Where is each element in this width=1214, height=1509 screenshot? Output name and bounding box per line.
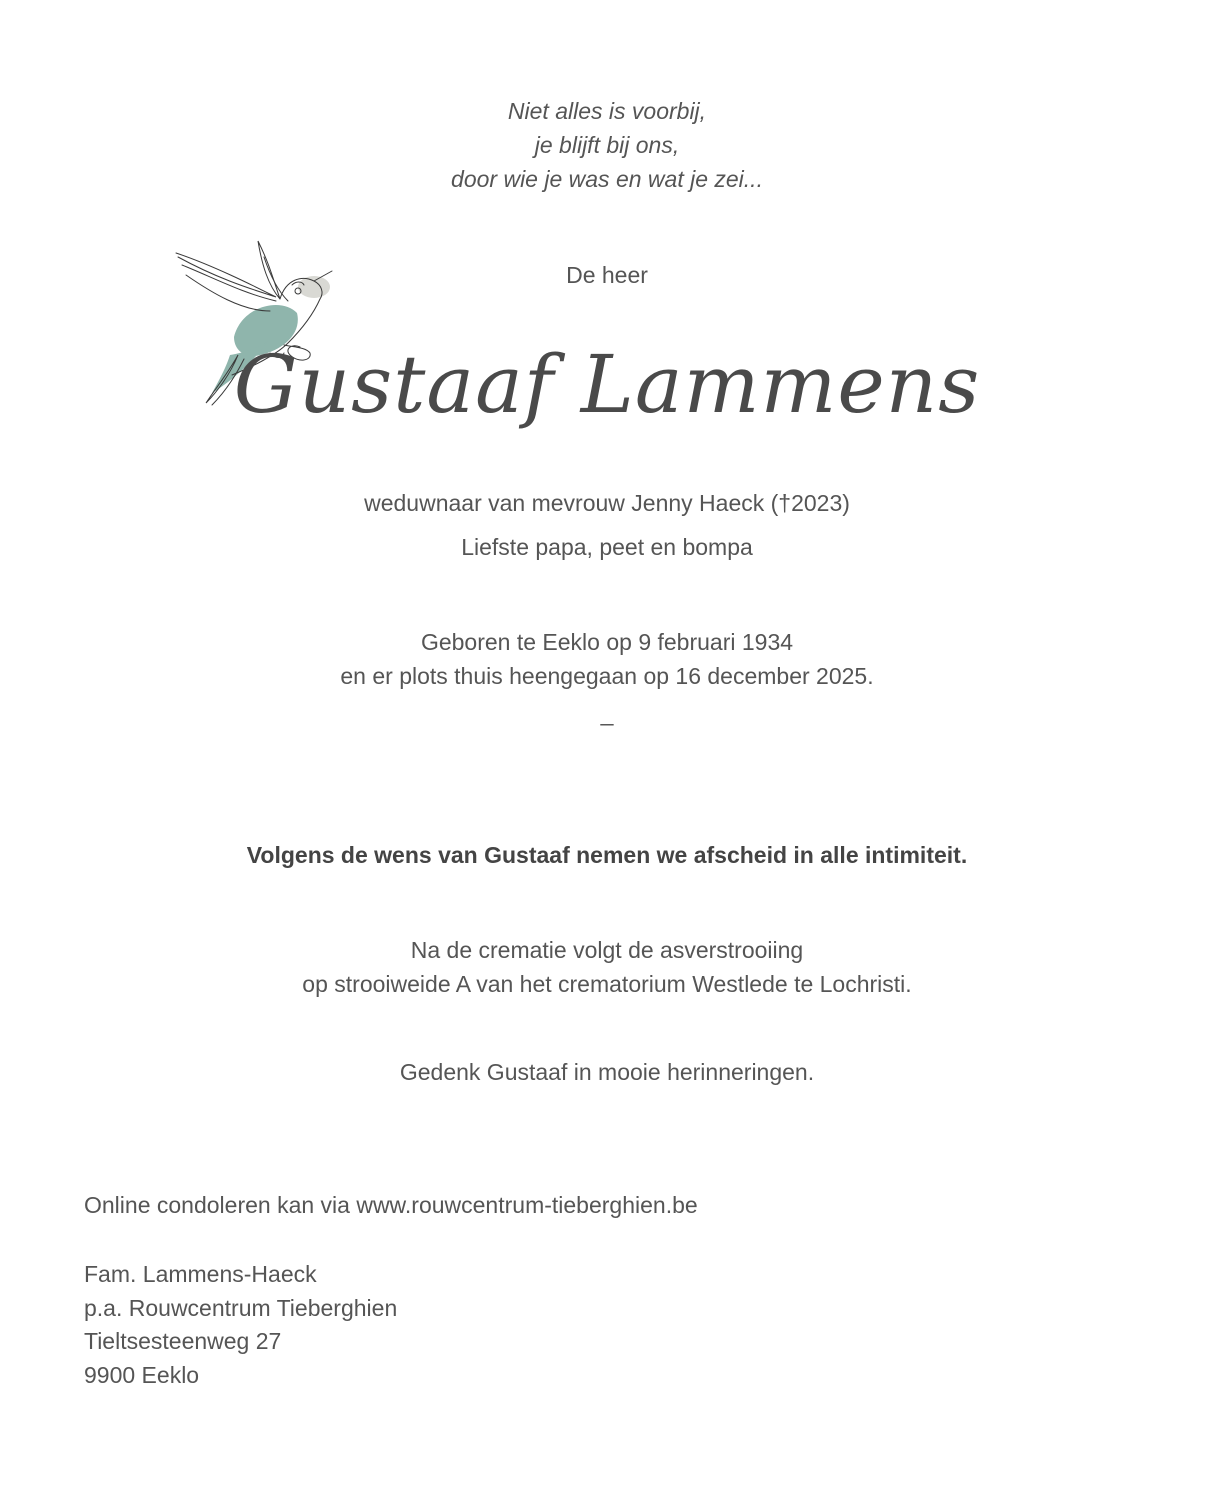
poem-line-3: door wie je was en wat je zei... [451,166,763,192]
address-line-1: Fam. Lammens-Haeck [84,1261,317,1287]
cremation-line-2: op strooiweide A van het crematorium Westlede te Lochristi. [302,971,912,997]
role-text: Liefste papa, peet en bompa [461,534,753,560]
deceased-name: Gustaaf Lammens [233,338,981,431]
wish-text: Volgens de wens van Gustaaf nemen we afscheid in alle intimiteit. [246,842,968,868]
address-line-3: Tieltsesteenweg 27 [84,1328,282,1354]
birth-line-2: en er plots thuis heengegaan op 16 december 2025. [340,663,874,689]
poem [0,94,1214,196]
widower-text: weduwnaar van mevrouw Jenny Haeck (†2023) [364,490,850,516]
address-line-2: p.a. Rouwcentrum Tieberghien [84,1294,398,1321]
poem-line-2: je blijft bij ons, [534,132,680,158]
condolence-text: Online condoleren kan via www.rouwcentrum-tieberghien.be [84,1192,698,1218]
poem-line-1: Niet alles is voorbij, [507,98,707,124]
birth-line-1: Geboren te Eeklo op 9 februari 1934 [420,629,794,655]
title-prefix: De heer [566,262,648,288]
separator: _ [600,700,614,726]
cremation-line-1: Na de crematie volgt de asverstrooiing [410,937,804,963]
address-line-4: 9900 Eeklo [84,1361,200,1388]
birth-dates [0,625,1214,693]
family-address [84,1258,397,1392]
remember-text: Gedenk Gustaaf in mooie herinneringen. [399,1059,815,1085]
cremation-info [0,933,1214,1001]
